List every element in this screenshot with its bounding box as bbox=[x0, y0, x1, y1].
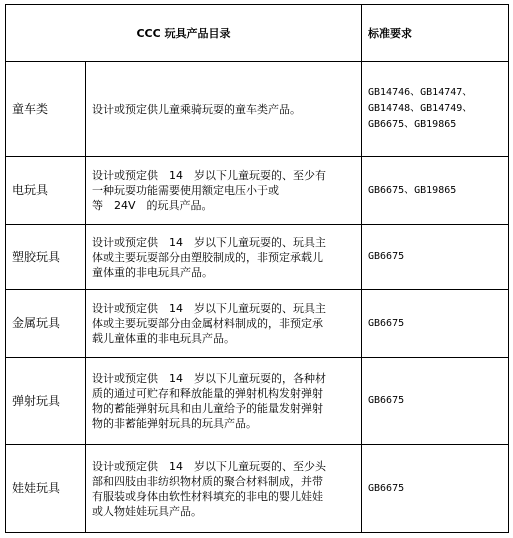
standard-line: GB14748、GB14749、 bbox=[368, 103, 473, 114]
ccc-toy-catalog-table bbox=[5, 4, 509, 533]
standard-cell bbox=[362, 62, 509, 157]
category-cell: 童车类 bbox=[6, 62, 86, 157]
description-line: 童体重的非电玩具产品。 bbox=[92, 265, 213, 279]
description-cell bbox=[86, 445, 362, 533]
standard-line: GB6675 bbox=[368, 395, 405, 406]
description-cell bbox=[86, 225, 362, 290]
standard-line: GB6675 bbox=[368, 317, 405, 329]
catalog-title: CCC 玩具产品目录 bbox=[6, 5, 362, 62]
table-row bbox=[6, 290, 509, 358]
category-cell: 娃娃玩具 bbox=[6, 445, 86, 533]
standard-line: GB6675 bbox=[368, 482, 405, 494]
standard-line: GB6675 bbox=[368, 251, 405, 262]
header-row bbox=[6, 5, 509, 62]
description-line: 物的非蓄能弹射玩具的玩具产品。 bbox=[92, 417, 257, 430]
category-cell: 电玩具 bbox=[6, 157, 86, 225]
description-line: 体或主要玩耍部分由金属材料制成的，非预定承 bbox=[92, 317, 323, 330]
description-line: 设计或预定供 14 岁以下儿童玩耍的、玩具主 bbox=[92, 235, 326, 249]
description-cell bbox=[86, 157, 362, 225]
description-line: 设计或预定供 14 岁以下儿童玩耍的、玩具主 bbox=[92, 302, 326, 315]
standard-cell bbox=[362, 358, 509, 445]
table-row bbox=[6, 358, 509, 445]
description-line: 一种玩耍功能需要使用额定电压小于或 bbox=[92, 184, 279, 197]
description-line: 有服装或身体由软性材料填充的非电的婴儿娃娃 bbox=[92, 489, 323, 503]
category-cell: 塑胶玩具 bbox=[6, 225, 86, 290]
description-line: 物的蓄能弹射玩具和由儿童给予的能量发射弹射 bbox=[92, 402, 323, 415]
description-line: 体或主要玩耍部分由塑胶制成的，非预定承载儿 bbox=[92, 250, 323, 264]
standard-cell bbox=[362, 225, 509, 290]
description-line: 设计或预定供 14 岁以下儿童玩耍的、至少头 bbox=[92, 459, 326, 473]
category-cell: 金属玩具 bbox=[6, 290, 86, 358]
description-line: 质的通过可贮存和释放能量的弹射机构发射弹射 bbox=[92, 387, 323, 400]
description-line: 载儿童体重的非电玩具产品。 bbox=[92, 332, 235, 345]
description-line: 等 24V 的玩具产品。 bbox=[92, 199, 213, 212]
table-row bbox=[6, 157, 509, 225]
table-row bbox=[6, 445, 509, 533]
description-line: 部和四肢由非纺织物材质的聚合材料制成，并带 bbox=[92, 474, 323, 488]
table-row bbox=[6, 225, 509, 290]
standard-header: 标准要求 bbox=[362, 5, 509, 62]
description-cell bbox=[86, 358, 362, 445]
description-line: 设计或预定供 14 岁以下儿童玩耍的、至少有 bbox=[92, 169, 326, 182]
standard-line: GB14746、GB14747、 bbox=[368, 87, 473, 98]
standard-cell bbox=[362, 290, 509, 358]
description-cell: 设计或预定供儿童乘骑玩耍的童车类产品。 bbox=[86, 62, 362, 157]
description-cell bbox=[86, 290, 362, 358]
standard-line: GB6675、GB19865 bbox=[368, 119, 457, 130]
description-line: 设计或预定供 14 岁以下儿童玩耍的，各种材 bbox=[92, 372, 326, 385]
description-line: 或人物娃娃玩具产品。 bbox=[92, 504, 202, 518]
standard-cell bbox=[362, 445, 509, 533]
table-row bbox=[6, 62, 509, 157]
category-cell: 弹射玩具 bbox=[6, 358, 86, 445]
standard-line: GB6675、GB19865 bbox=[368, 184, 457, 196]
standard-cell bbox=[362, 157, 509, 225]
